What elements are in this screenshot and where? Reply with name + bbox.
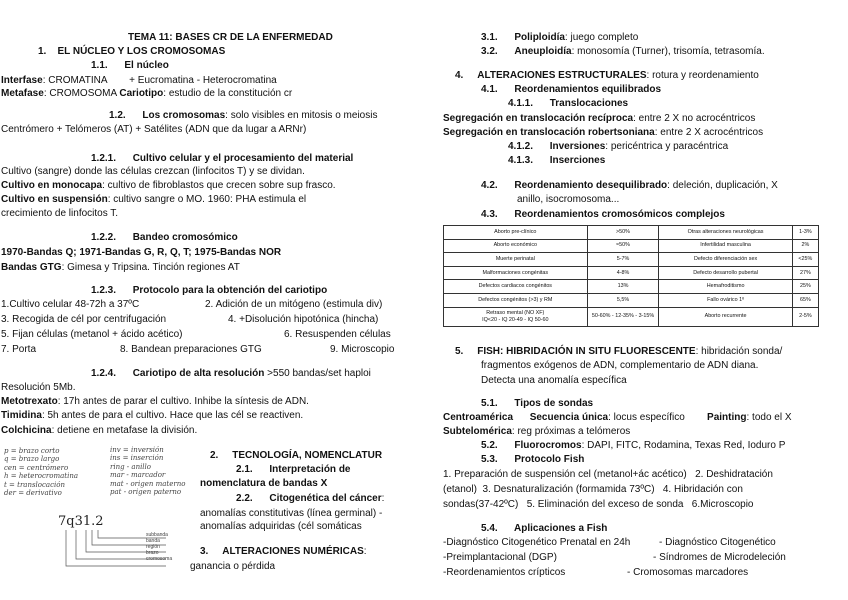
definition: : 5h antes de para el cultivo. Hace que las cél se reactiven. xyxy=(41,410,304,421)
definition: : todo el X xyxy=(746,412,792,423)
section-number: 1.1. xyxy=(91,60,108,71)
definition: : cultivo de fibroblastos que crecen sobre sup frasco. xyxy=(102,180,336,191)
table-row xyxy=(444,280,819,294)
section-number: 5.4. xyxy=(481,523,498,534)
protocol-step: 2. Adición de un mitógeno (estimula div) xyxy=(205,299,383,310)
legend-entry: h = heterocromatina xyxy=(4,472,79,481)
section-text: : DAPI, FITC, Rodamina, Texas Red, Ioduro P xyxy=(581,440,786,451)
section-4-2-line-2: anillo, isocromosoma... xyxy=(517,194,620,205)
gtg-line xyxy=(1,262,240,274)
section-1-2-4-heading xyxy=(91,368,371,380)
document-title: TEMA 11: BASES CR DE LA ENFERMEDAD xyxy=(128,32,333,43)
section-3-heading xyxy=(200,546,367,558)
section-number: 4.1.2. xyxy=(508,141,534,152)
table-row xyxy=(444,239,819,253)
section-number: 1.2.2. xyxy=(91,232,117,243)
section-title: Inserciones xyxy=(549,155,606,166)
table-cell: <25% xyxy=(792,253,818,267)
section-title: Los cromosomas xyxy=(142,110,226,121)
table-cell: Aborto económico xyxy=(444,239,588,253)
fish-protocol-line: (etanol) 3. Desnaturalización (formamida 73ºC) 4. Hibridación con xyxy=(443,484,743,495)
term: Segregación en translocación robertsoniana xyxy=(443,127,655,138)
section-title: Tipos de sondas xyxy=(514,398,594,409)
section-text: >550 bandas/set haploi xyxy=(264,368,371,379)
section-text: : pericéntrica y paracéntrica xyxy=(605,141,729,152)
definition: : 17h antes de parar el cultivo. Inhibe la síntesis de ADN. xyxy=(57,396,309,407)
section-text: : juego completo xyxy=(564,32,639,43)
legend-entry: ring - anillo xyxy=(110,462,152,471)
centromero-line: Centrómero + Telómeros (AT) + Satélites (ADN que da lugar a ARNr) xyxy=(1,124,307,135)
legend-entry: t = translocación xyxy=(4,480,65,489)
section-text: : rotura y reordenamiento xyxy=(646,70,759,81)
definition: : cultivo sangre o MO. 1960: PHA estimula el xyxy=(107,194,307,205)
section-number: 3.2. xyxy=(481,46,498,57)
table-cell: Aborto pre-clínico xyxy=(444,226,588,240)
section-number: 2.2. xyxy=(236,493,253,504)
table-cell: 65% xyxy=(792,293,818,307)
section-5-3-heading xyxy=(481,454,584,466)
section-5-4-heading xyxy=(481,523,607,535)
section-number: 5. xyxy=(455,346,464,357)
resolucion-line: Resolución 5Mb. xyxy=(1,382,76,393)
table-cell: Hemafroditismo xyxy=(659,280,792,294)
definition: : CROMATINA + Eucromatina - Heterocromatina xyxy=(42,75,277,86)
section-5-2-line xyxy=(481,440,785,452)
definition: : detiene en metafase la división. xyxy=(51,425,198,436)
term: Secuencia única xyxy=(529,412,609,423)
section-1-1-heading xyxy=(91,60,169,72)
table-row xyxy=(444,266,819,280)
band-part: subbanda xyxy=(146,532,168,538)
subtelomerica-line xyxy=(443,426,630,438)
section-title: Reordenamientos equilibrados xyxy=(514,84,662,95)
section-2-1-heading xyxy=(236,464,351,476)
section-text: : solo visibles en mitosis o meiosis xyxy=(225,110,378,121)
section-title: Protocolo para la obtención del cariotipo xyxy=(132,285,328,296)
legend-entry: ins = inserción xyxy=(110,454,164,463)
section-3-line: ganancia o pérdida xyxy=(190,561,276,572)
table-cell: 27% xyxy=(792,266,818,280)
section-number: 5.1. xyxy=(481,398,498,409)
table-cell: ≈50% xyxy=(587,239,659,253)
section-text: : xyxy=(381,493,385,504)
section-title: TECNOLOGÍA, NOMENCLATUR xyxy=(232,450,383,461)
section-4-1-1-heading xyxy=(508,98,628,110)
section-text: : hibridación sonda/ xyxy=(695,346,783,357)
section-number: 4.1. xyxy=(481,84,498,95)
table-cell: Defecto diferenciación sex xyxy=(659,253,792,267)
section-title: ALTERACIONES ESTRUCTURALES xyxy=(477,70,647,81)
protocol-step: 8. Bandean preparaciones GTG xyxy=(120,344,262,355)
fish-application: -Reordenamientos crípticos xyxy=(443,567,566,578)
table-cell: 4-8% xyxy=(587,266,659,280)
protocol-step: 4. +Disolución hipotónica (hincha) xyxy=(228,314,379,325)
section-title: Reordenamientos cromosómicos complejos xyxy=(514,209,725,220)
section-title: Translocaciones xyxy=(549,98,629,109)
section-title: Protocolo Fish xyxy=(514,454,585,465)
section-5-line: Detecta una anomalía específica xyxy=(481,375,627,386)
metotrexato-line xyxy=(1,396,309,408)
timidina-line xyxy=(1,410,303,422)
section-4-1-heading xyxy=(481,84,661,96)
section-number: 4.3. xyxy=(481,209,498,220)
table-cell: Infertilidad masculina xyxy=(659,239,792,253)
table-cell: Malformaciones congénitas xyxy=(444,266,588,280)
section-title: Reordenamiento desequilibrado xyxy=(514,180,668,191)
section-title: El núcleo xyxy=(124,60,169,71)
section-title: Poliploidía xyxy=(514,32,565,43)
table-cell: 2-5% xyxy=(792,307,818,326)
section-1-2-1-heading xyxy=(91,153,353,165)
section-5-1-heading xyxy=(481,398,593,410)
band-part-labels xyxy=(146,532,172,562)
fish-application: -Preimplantacional (DGP) xyxy=(443,552,557,563)
protocol-step: 3. Recogida de cél por centrifugación xyxy=(1,314,167,325)
bandas-history: 1970-Bandas Q; 1971-Bandas G, R, Q, T; 1975-Bandas NOR xyxy=(1,247,282,258)
section-2-2-heading xyxy=(236,493,384,505)
table-cell: >50% xyxy=(587,226,659,240)
term: Subtelomérica xyxy=(443,426,512,437)
metafase-line xyxy=(1,88,292,100)
legend-entry: mat - origen materno xyxy=(110,479,186,488)
fish-protocol-line: 1. Preparación de suspensión cel (metanol+ác acético) 2. Deshidratación xyxy=(443,469,773,480)
section-number: 3.1. xyxy=(481,32,498,43)
term: Metafase xyxy=(1,88,44,99)
table-cell: 13% xyxy=(587,280,659,294)
table-cell: Defectos cardiacos congénitos xyxy=(444,280,588,294)
definition: : Gimesa y Tripsina. Tinción regiones AT xyxy=(61,262,240,273)
definition: : entre 2 X acrocéntricos xyxy=(654,127,764,138)
table-row xyxy=(444,307,819,326)
table-cell: Fallo ovárico 1º xyxy=(659,293,792,307)
term: Interfase xyxy=(1,75,43,86)
protocol-step: 9. Microscopio xyxy=(330,344,395,355)
section-title: Aplicaciones a Fish xyxy=(514,523,608,534)
table-cell: 25% xyxy=(792,280,818,294)
section-5-line: fragmentos exógenos de ADN, complementario de ADN diana. xyxy=(481,360,759,371)
section-title: Bandeo cromosómico xyxy=(132,232,238,243)
section-number: 1.2.3. xyxy=(91,285,117,296)
section-number: 4. xyxy=(455,70,464,81)
term: Cultivo en suspensión xyxy=(1,194,108,205)
protocol-step: 5. Fijan células (metanol + ácido acético) xyxy=(1,329,183,340)
section-number: 4.1.1. xyxy=(508,98,534,109)
section-title: Inversiones xyxy=(549,141,606,152)
section-5-heading xyxy=(455,346,782,358)
anomalies-table xyxy=(443,225,819,327)
protocol-step: 6. Resuspenden células xyxy=(284,329,391,340)
nomenclature-legend-a xyxy=(4,447,78,497)
term: Painting xyxy=(707,412,747,423)
definition: : reg próximas a telómeros xyxy=(511,426,631,437)
table-cell: Retraso mental (NO XF) IQ<20 - IQ 20-49 - IQ 50-60 xyxy=(444,307,588,326)
section-text: : xyxy=(363,546,367,557)
table-cell: Defecto desarrollo pubertal xyxy=(659,266,792,280)
term: Cultivo en monocapa xyxy=(1,180,103,191)
definition: : estudio de la constitución cr xyxy=(163,88,293,99)
section-title: Citogenética del cáncer xyxy=(269,493,382,504)
section-text: : deleción, duplicación, X xyxy=(667,180,778,191)
term: Bandas GTG xyxy=(1,262,62,273)
section-title: Aneuploidía xyxy=(514,46,572,57)
legend-entry: p = brazo corto xyxy=(4,447,60,455)
table-row xyxy=(444,253,819,267)
section-number: 2.1. xyxy=(236,464,253,475)
table-cell: 5,5% xyxy=(587,293,659,307)
section-number: 1.2. xyxy=(109,110,126,121)
band-part: banda xyxy=(146,538,160,544)
band-part: cromosoma xyxy=(146,556,173,562)
fish-application: - Diagnóstico Citogenético xyxy=(659,537,776,548)
colchicina-line xyxy=(1,425,197,437)
section-title: ALTERACIONES NUMÉRICAS xyxy=(222,546,364,557)
section-title: EL NÚCLEO Y LOS CROMOSOMAS xyxy=(57,46,226,57)
section-3-1-line xyxy=(481,32,638,44)
section-1-2-2-heading xyxy=(91,232,238,244)
legend-entry: mar - marcador xyxy=(110,471,166,480)
robertsoniana-line xyxy=(443,127,763,139)
table-cell: Aborto recurrente xyxy=(659,307,792,326)
term: Colchicina xyxy=(1,425,52,436)
section-title: Fluorocromos xyxy=(514,440,582,451)
section-2-2-line: anomalías constitutivas (línea germinal) - xyxy=(200,508,383,519)
table-row xyxy=(444,226,819,240)
section-number: 1. xyxy=(38,46,47,57)
section-text: : monosomía (Turner), trisomía, tetrasomía. xyxy=(571,46,765,57)
section-1-heading xyxy=(38,46,225,58)
section-number: 4.1.3. xyxy=(508,155,534,166)
table-cell: 5-7% xyxy=(587,253,659,267)
band-example: 7q31.2 xyxy=(58,514,104,529)
cultivo-line: Cultivo (sangre) donde las células crezcan (linfocitos T) y se dividan. xyxy=(1,166,305,177)
legend-entry: q = brazo largo xyxy=(4,455,60,464)
section-4-1-3-heading xyxy=(508,155,605,167)
monocapa-line xyxy=(1,180,336,192)
table-cell: Defectos congénitos (>3) y RM xyxy=(444,293,588,307)
suspension-line-2: crecimiento de linfocitos T. xyxy=(1,208,119,219)
section-4-3-heading xyxy=(481,209,725,221)
term: Metotrexato xyxy=(1,396,58,407)
nomenclature-legend-b xyxy=(110,446,185,496)
band-part: región xyxy=(146,544,160,550)
table-cell: Muerte perinatal xyxy=(444,253,588,267)
legend-entry: pat - origen paterno xyxy=(110,488,182,497)
section-number: 1.2.4. xyxy=(91,368,117,379)
term: Centroamérica xyxy=(443,412,514,423)
section-4-1-2-line xyxy=(508,141,728,153)
section-4-2-line xyxy=(481,180,778,192)
table-cell: 50-60% - 12-35% - 3-15% xyxy=(587,307,659,326)
section-4-heading xyxy=(455,70,759,82)
protocol-step: 1.Cultivo celular 48-72h a 37ºC xyxy=(1,299,140,310)
table-cell: 1-3% xyxy=(792,226,818,240)
section-1-2-heading xyxy=(109,110,377,122)
section-title: Cariotipo de alta resolución xyxy=(132,368,265,379)
definition: : locus específico xyxy=(608,412,685,423)
band-part: brazo xyxy=(146,550,159,556)
section-2-heading xyxy=(210,450,382,462)
table-row xyxy=(444,293,819,307)
section-2-1-line: nomenclatura de bandas X xyxy=(200,478,328,489)
interfase-line xyxy=(1,75,277,87)
fish-application: - Cromosomas marcadores xyxy=(627,567,749,578)
section-number: 3. xyxy=(200,546,209,557)
definition: : entre 2 X no acrocéntricos xyxy=(633,113,756,124)
section-title: Interpretación de xyxy=(269,464,351,475)
section-number: 4.2. xyxy=(481,180,498,191)
sondas-line xyxy=(443,412,792,424)
section-1-2-3-heading xyxy=(91,285,327,297)
protocol-step: 7. Porta xyxy=(1,344,37,355)
section-number: 5.2. xyxy=(481,440,498,451)
legend-entry: der = derivativo xyxy=(4,489,62,498)
legend-entry: cen = centrómero xyxy=(4,463,69,472)
fish-protocol-line: sondas(37-42ºC) 5. Eliminación del exceso de sonda 6.Microscopio xyxy=(443,499,754,510)
section-number: 5.3. xyxy=(481,454,498,465)
suspension-line xyxy=(1,194,306,206)
term: Segregación en translocación recíproca xyxy=(443,113,634,124)
table-cell: Otras alteraciones neurológicas xyxy=(659,226,792,240)
fish-application: -Diagnóstico Citogenético Prenatal en 24h xyxy=(443,537,631,548)
section-2-2-line: anomalías adquiridas (cél somáticas xyxy=(200,521,362,532)
section-number: 2. xyxy=(210,450,219,461)
table-cell: 2% xyxy=(792,239,818,253)
section-3-2-line xyxy=(481,46,765,58)
term: Cariotipo xyxy=(119,88,164,99)
reciproca-line xyxy=(443,113,755,125)
section-title: FISH: HIBRIDACIÓN IN SITU FLUORESCENTE xyxy=(477,346,696,357)
term: Timidina xyxy=(1,410,42,421)
section-title: Cultivo celular y el procesamiento del material xyxy=(132,153,354,164)
fish-application: - Síndromes de Microdeleción xyxy=(653,552,786,563)
section-number: 1.2.1. xyxy=(91,153,117,164)
legend-entry: inv = inversión xyxy=(110,446,164,454)
definition: : CROMOSOMA xyxy=(43,88,120,99)
